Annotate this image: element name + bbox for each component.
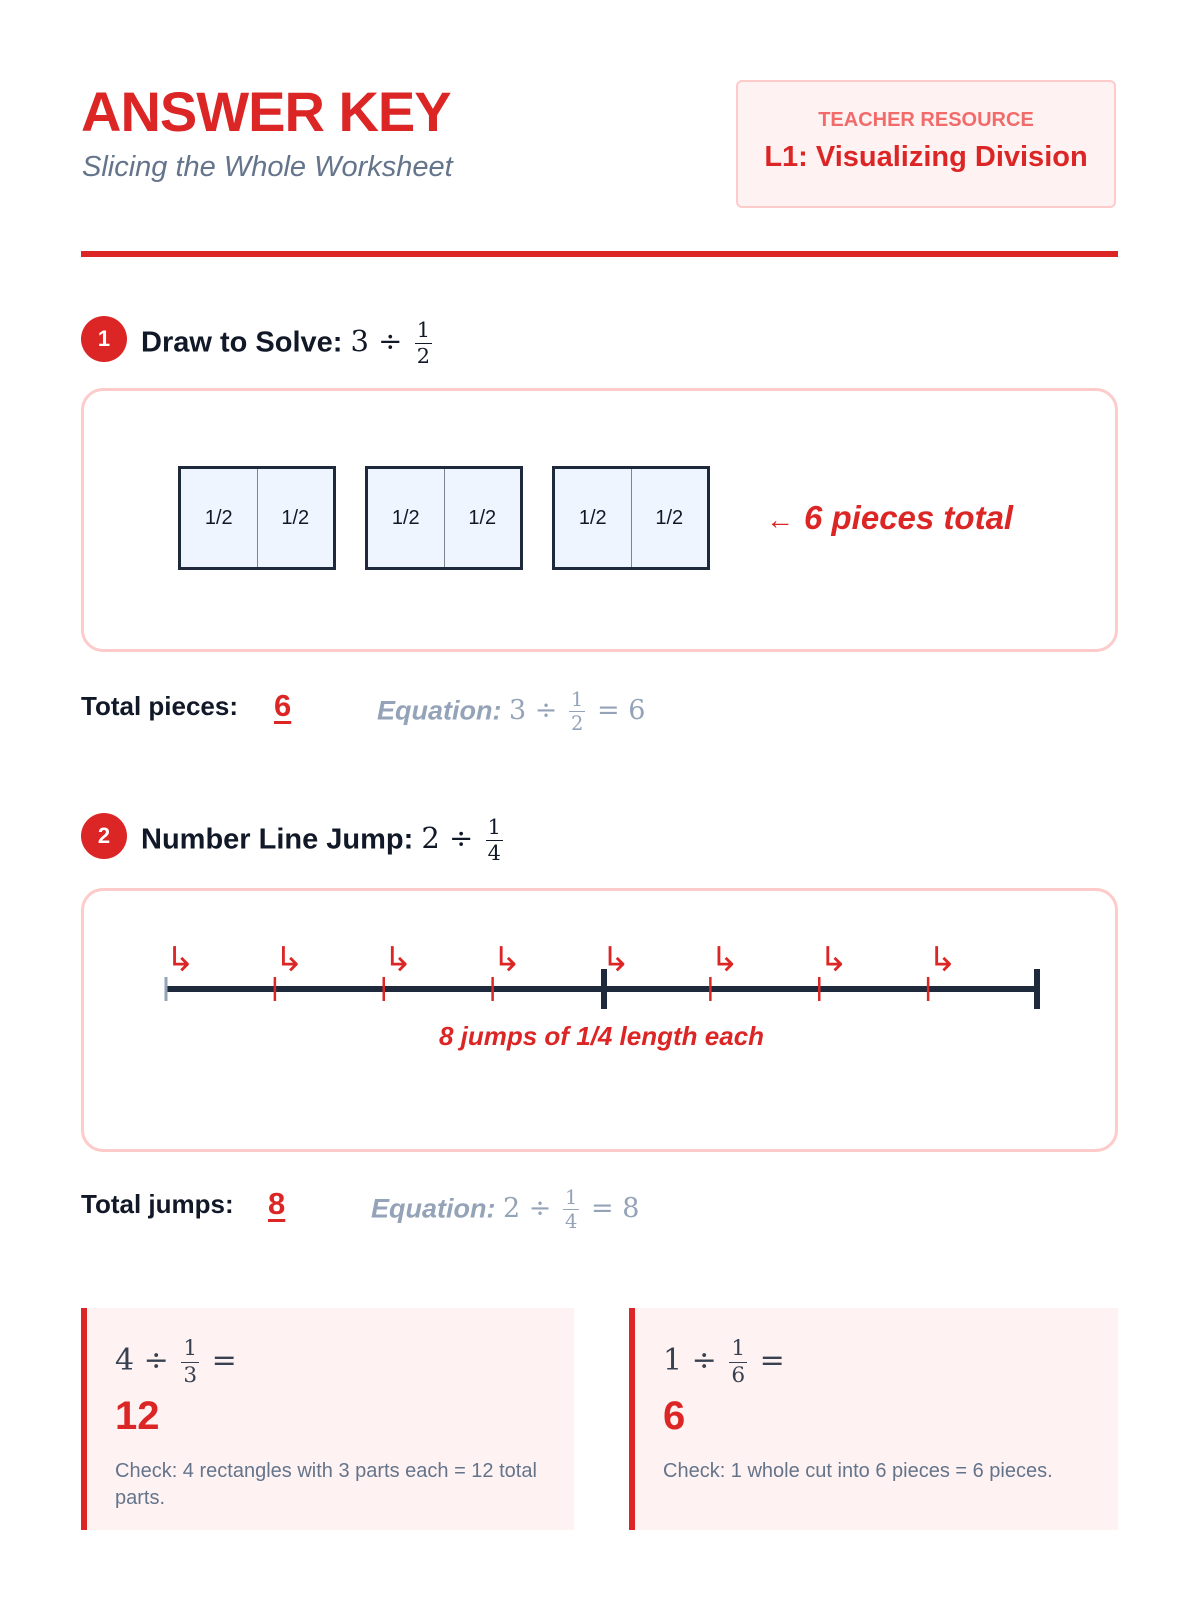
- question-1-title: Draw to Solve:: [141, 326, 343, 359]
- fraction-numerator: 1: [571, 688, 584, 711]
- card-equation: [663, 1338, 1092, 1386]
- equation-fraction: [563, 1188, 579, 1232]
- half-piece: 1/2: [555, 469, 632, 567]
- left-arrow-icon: ←: [766, 504, 794, 535]
- page-title: ANSWER KEY: [81, 80, 451, 143]
- total-jumps-answer: 8: [268, 1186, 286, 1221]
- half-piece: 1/2: [281, 506, 310, 529]
- question-1-number: 1: [81, 316, 127, 362]
- equation-result: 6: [628, 695, 646, 727]
- expr-whole: 2: [421, 821, 440, 856]
- jump-arrows: [166, 940, 957, 980]
- fraction-denominator: 4: [487, 840, 501, 865]
- jump-arrow-icon: ↳: [928, 940, 957, 980]
- lesson-title: L1: Visualizing Division: [764, 141, 1088, 173]
- equation-label: Equation:: [371, 1193, 496, 1224]
- jump-arrow-icon: ↳: [819, 940, 848, 980]
- equation-result: 8: [622, 1193, 640, 1225]
- question-2-title: Number Line Jump:: [141, 823, 414, 856]
- fraction-numerator: 1: [183, 1336, 198, 1361]
- card-answer: 12: [115, 1394, 160, 1439]
- expr-whole: 3: [350, 324, 369, 359]
- card-fraction: [729, 1338, 747, 1386]
- half-piece: 1/2: [468, 506, 497, 529]
- fraction-denominator: 2: [416, 343, 430, 368]
- card-answer: 6: [663, 1394, 686, 1439]
- fraction-denominator: 6: [731, 1362, 746, 1388]
- fraction-numerator: 1: [565, 1186, 578, 1209]
- resource-label: TEACHER RESOURCE: [818, 109, 1034, 131]
- card-equals: =: [211, 1343, 237, 1379]
- fraction-denominator: 3: [183, 1362, 198, 1388]
- total-pieces-answer: 6: [274, 688, 292, 723]
- total-pieces-label: Total pieces:: [81, 691, 239, 721]
- equation-operator: ÷: [534, 695, 558, 727]
- jumps-note: 8 jumps of 1/4 length each: [438, 1021, 765, 1051]
- equation-equals: =: [590, 1193, 614, 1225]
- equation-label: Equation:: [377, 695, 502, 726]
- card-operator: ÷: [143, 1343, 169, 1379]
- equation-whole: 2: [503, 1193, 521, 1225]
- jump-arrow-icon: ↳: [383, 940, 413, 980]
- card-check-text: Check: 4 rectangles with 3 parts each = 12 total parts.: [115, 1460, 537, 1510]
- card-whole: 4: [115, 1343, 135, 1379]
- fraction-denominator: 2: [571, 712, 584, 736]
- card-equation: [115, 1338, 548, 1386]
- fraction-denominator: 4: [565, 1210, 578, 1234]
- half-piece: 1/2: [181, 469, 258, 567]
- expr-operator: ÷: [449, 821, 474, 856]
- card-check-text: Check: 1 whole cut into 6 pieces = 6 pieces.: [663, 1460, 1053, 1483]
- equation-equals: =: [596, 695, 620, 727]
- answer-card-1: [81, 1308, 574, 1530]
- equation-operator: ÷: [528, 1193, 552, 1225]
- jump-arrow-icon: ↳: [166, 940, 195, 980]
- fraction-numerator: 1: [487, 815, 501, 839]
- half-piece: 1/2: [368, 469, 445, 567]
- card-operator: ÷: [691, 1343, 717, 1379]
- jump-arrow-icon: ↳: [492, 940, 522, 980]
- question-2-number: 2: [81, 813, 127, 859]
- fraction-numerator: 1: [731, 1336, 746, 1361]
- card-equals: =: [759, 1343, 785, 1379]
- expr-operator: ÷: [378, 324, 403, 359]
- jump-arrow-icon: ↳: [274, 940, 304, 980]
- half-piece: 1/2: [655, 506, 684, 529]
- question-2-equation: [371, 1188, 639, 1232]
- jump-arrow-icon: ↳: [710, 940, 739, 980]
- card-whole: 1: [663, 1343, 683, 1379]
- answer-card-2: [629, 1308, 1118, 1530]
- page-subtitle: Slicing the Whole Worksheet: [82, 151, 453, 183]
- total-jumps-label: Total jumps:: [81, 1189, 234, 1219]
- pieces-total-text: 6 pieces total: [804, 499, 1014, 536]
- fraction-numerator: 1: [416, 318, 430, 342]
- jump-arrow-icon: ↳: [601, 940, 630, 980]
- equation-whole: 3: [509, 695, 527, 727]
- card-fraction: [181, 1338, 199, 1386]
